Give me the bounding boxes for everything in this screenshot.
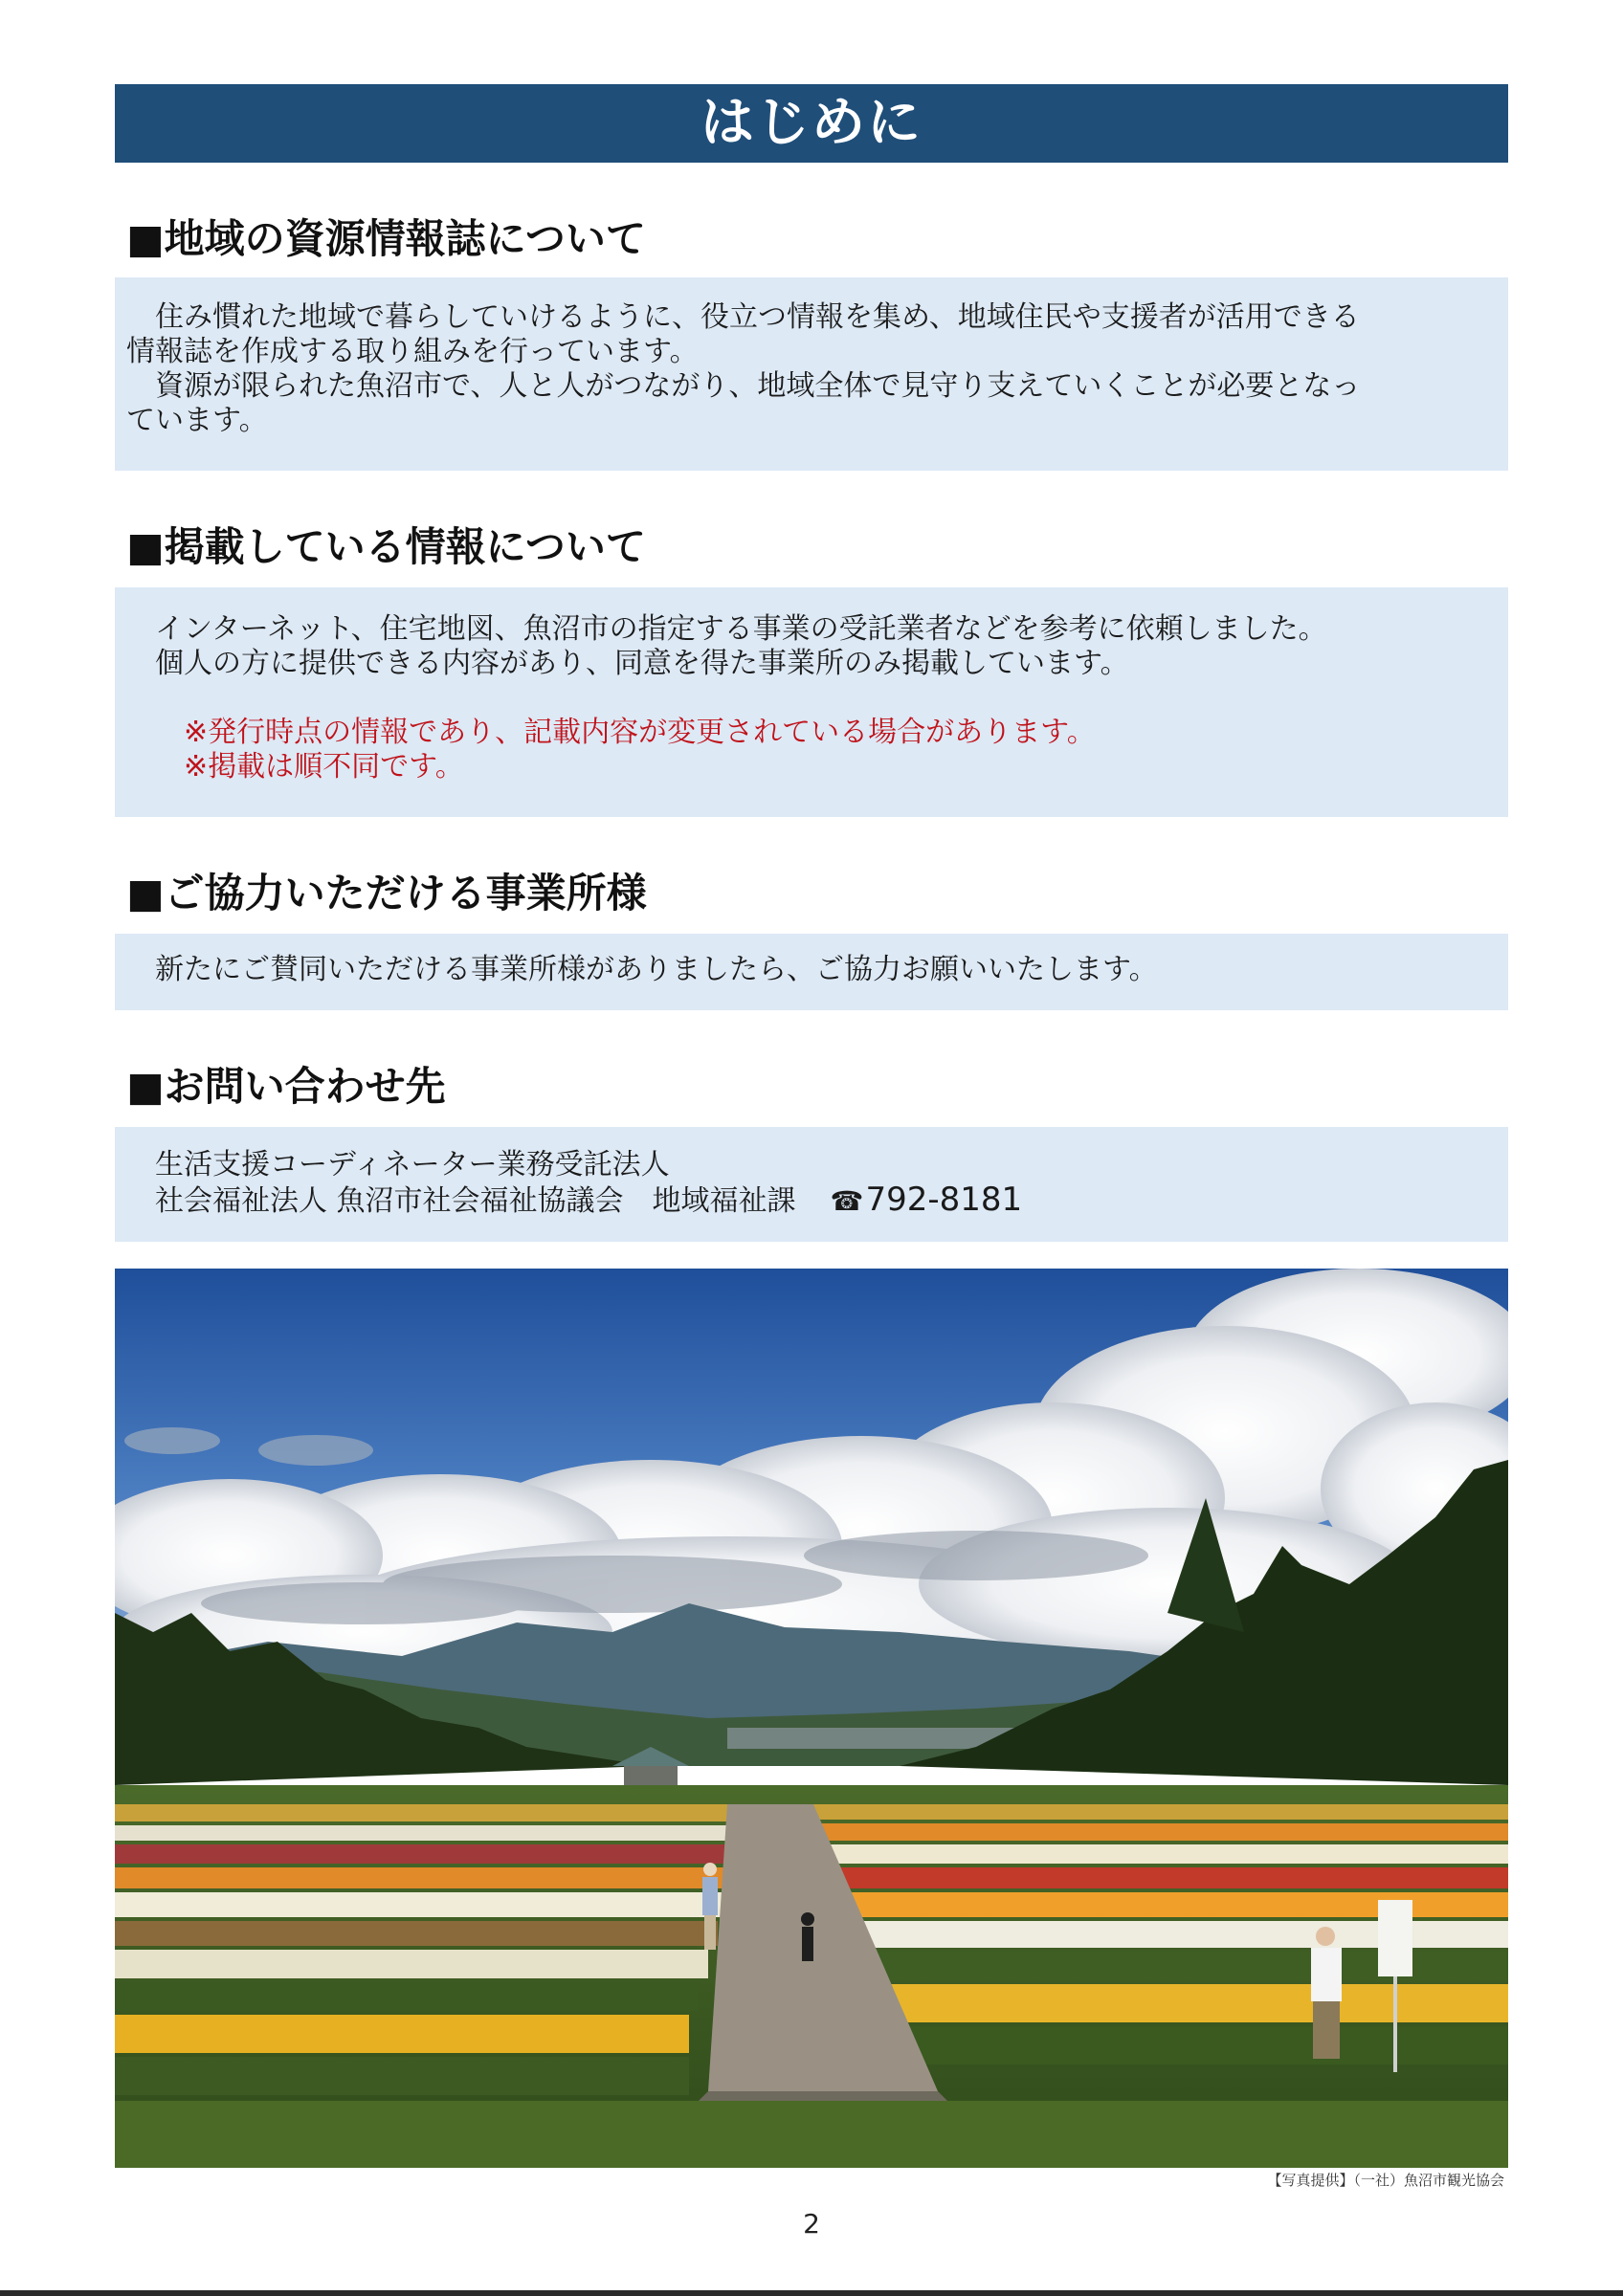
contact-box (115, 1127, 1508, 1242)
resources-line-1: 住み慣れた地域で暮らしていけるように、役立つ情報を集め、地域住民や支援者が活用できる (126, 300, 1360, 334)
contact-organization: 社会福祉法人 魚沼市社会福祉協議会 地域福祉課 (155, 1184, 796, 1218)
info-line-1: インターネット、住宅地図、魚沼市の指定する事業の受託業者などを参考に依頼しました。 (155, 612, 1327, 646)
lily-garden-photo (115, 1269, 1508, 2168)
resources-line-4: ています。 (126, 404, 268, 437)
bottom-rule (0, 2290, 1623, 2296)
section-heading-resources: ■地域の資源情報誌について (126, 215, 646, 262)
contact-phone: 792-8181 (865, 1181, 1023, 1219)
section-heading-info: ■掲載している情報について (126, 523, 646, 570)
section-heading-contact: ■お問い合わせ先 (126, 1063, 446, 1110)
info-note-2: ※掲載は順不同です。 (184, 750, 464, 784)
resources-line-2: 情報誌を作成する取り組みを行っています。 (126, 335, 699, 368)
cooperation-box (115, 934, 1508, 1010)
cooperation-line: 新たにご賛同いただける事業所様がありましたら、ご協力お願いいたします。 (155, 953, 1158, 986)
info-line-2: 個人の方に提供できる内容があり、同意を得た事業所のみ掲載しています。 (155, 647, 1129, 680)
page-title: はじめに (115, 84, 1508, 163)
page-number: 2 (803, 2208, 820, 2240)
info-note-1: ※発行時点の情報であり、記載内容が変更されている場合があります。 (184, 716, 1096, 749)
contact-line-1: 生活支援コーディネーター業務受託法人 (155, 1148, 670, 1181)
resources-line-3: 資源が限られた魚沼市で、人と人がつながり、地域全体で見守り支えていくことが必要となっ (126, 369, 1361, 403)
resources-box (115, 277, 1508, 471)
phone-icon: ☎ (830, 1185, 864, 1217)
section-heading-cooperation: ■ご協力いただける事業所様 (126, 870, 647, 916)
contact-line-2 (155, 1182, 1508, 1219)
info-box (115, 587, 1508, 817)
photo-credit: 【写真提供】（一社）魚沼市観光協会 (1267, 2172, 1504, 2189)
